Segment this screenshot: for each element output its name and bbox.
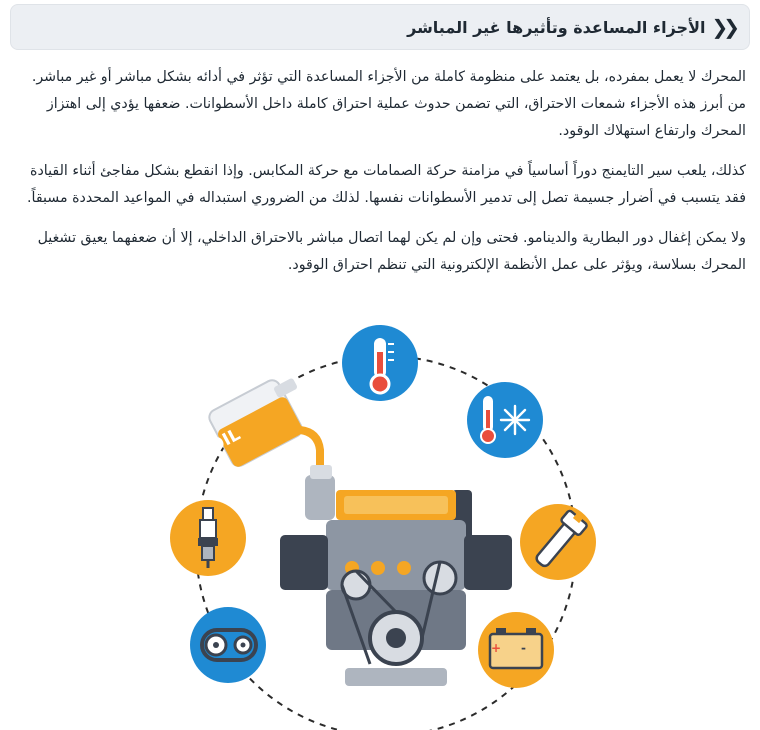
spark-plug-icon [170, 500, 246, 576]
paragraph-battery-alternator: ولا يمكن إغفال دور البطارية والدينامو. فحتى وإن لم يكن لهما اتصال مباشر بالاحتراق الداخلي، إلا أن ضعفهما يعيق تشغيل المحرك بسلاسة، ويؤثر على عمل الأنظمة الإلكترونية التي تنظم احتراق الوقود. [37, 230, 746, 273]
engine-icon [280, 465, 512, 686]
engine-parts-illustration [140, 300, 620, 730]
paragraph-timing-belt: كذلك، يلعب سير التايمنج دوراً أساسياً في مزامنة حركة الصمامات مع حركة المكابس. وإذا انقطع بشكل مفاجئ أثناء القيادة فقد يتسبب في أضرار جسيمة تصل إلى تدمير الأسطوانات نفسها. لذلك من الضروري استبداله في المواعيد المحددة مسبقاً. [27, 163, 746, 206]
battery-icon [478, 612, 554, 688]
wrench-icon [520, 504, 596, 580]
svg-text:-: - [521, 641, 526, 655]
section-header [10, 4, 750, 50]
coolant-temperature-icon [467, 382, 543, 458]
oil-can-icon [207, 370, 326, 474]
paragraph-spark-plugs: المحرك لا يعمل بمفرده، بل يعتمد على منظومة كاملة من الأجزاء المساعدة التي تؤثر في أدائه بشكل مباشر أو غير مباشر. من أبرز هذه الأجزاء شمعات الاحتراق، التي تضمن حدوث عملية احتراق كاملة داخل الأسطوانات. ضعفها يؤدي إلى اهتزاز المحرك وارتفاع استهلاك الوقود. [31, 69, 746, 139]
timing-belt-icon [190, 607, 266, 683]
svg-text:+: + [490, 641, 501, 655]
thermometer-icon [342, 325, 418, 401]
section-title: الأجزاء المساعدة وتأثيرها غير المباشر [407, 17, 706, 37]
oil-can-label: OIL [206, 424, 244, 458]
article-body [16, 64, 746, 292]
double-chevron-icon: ❮❮ [711, 15, 735, 39]
